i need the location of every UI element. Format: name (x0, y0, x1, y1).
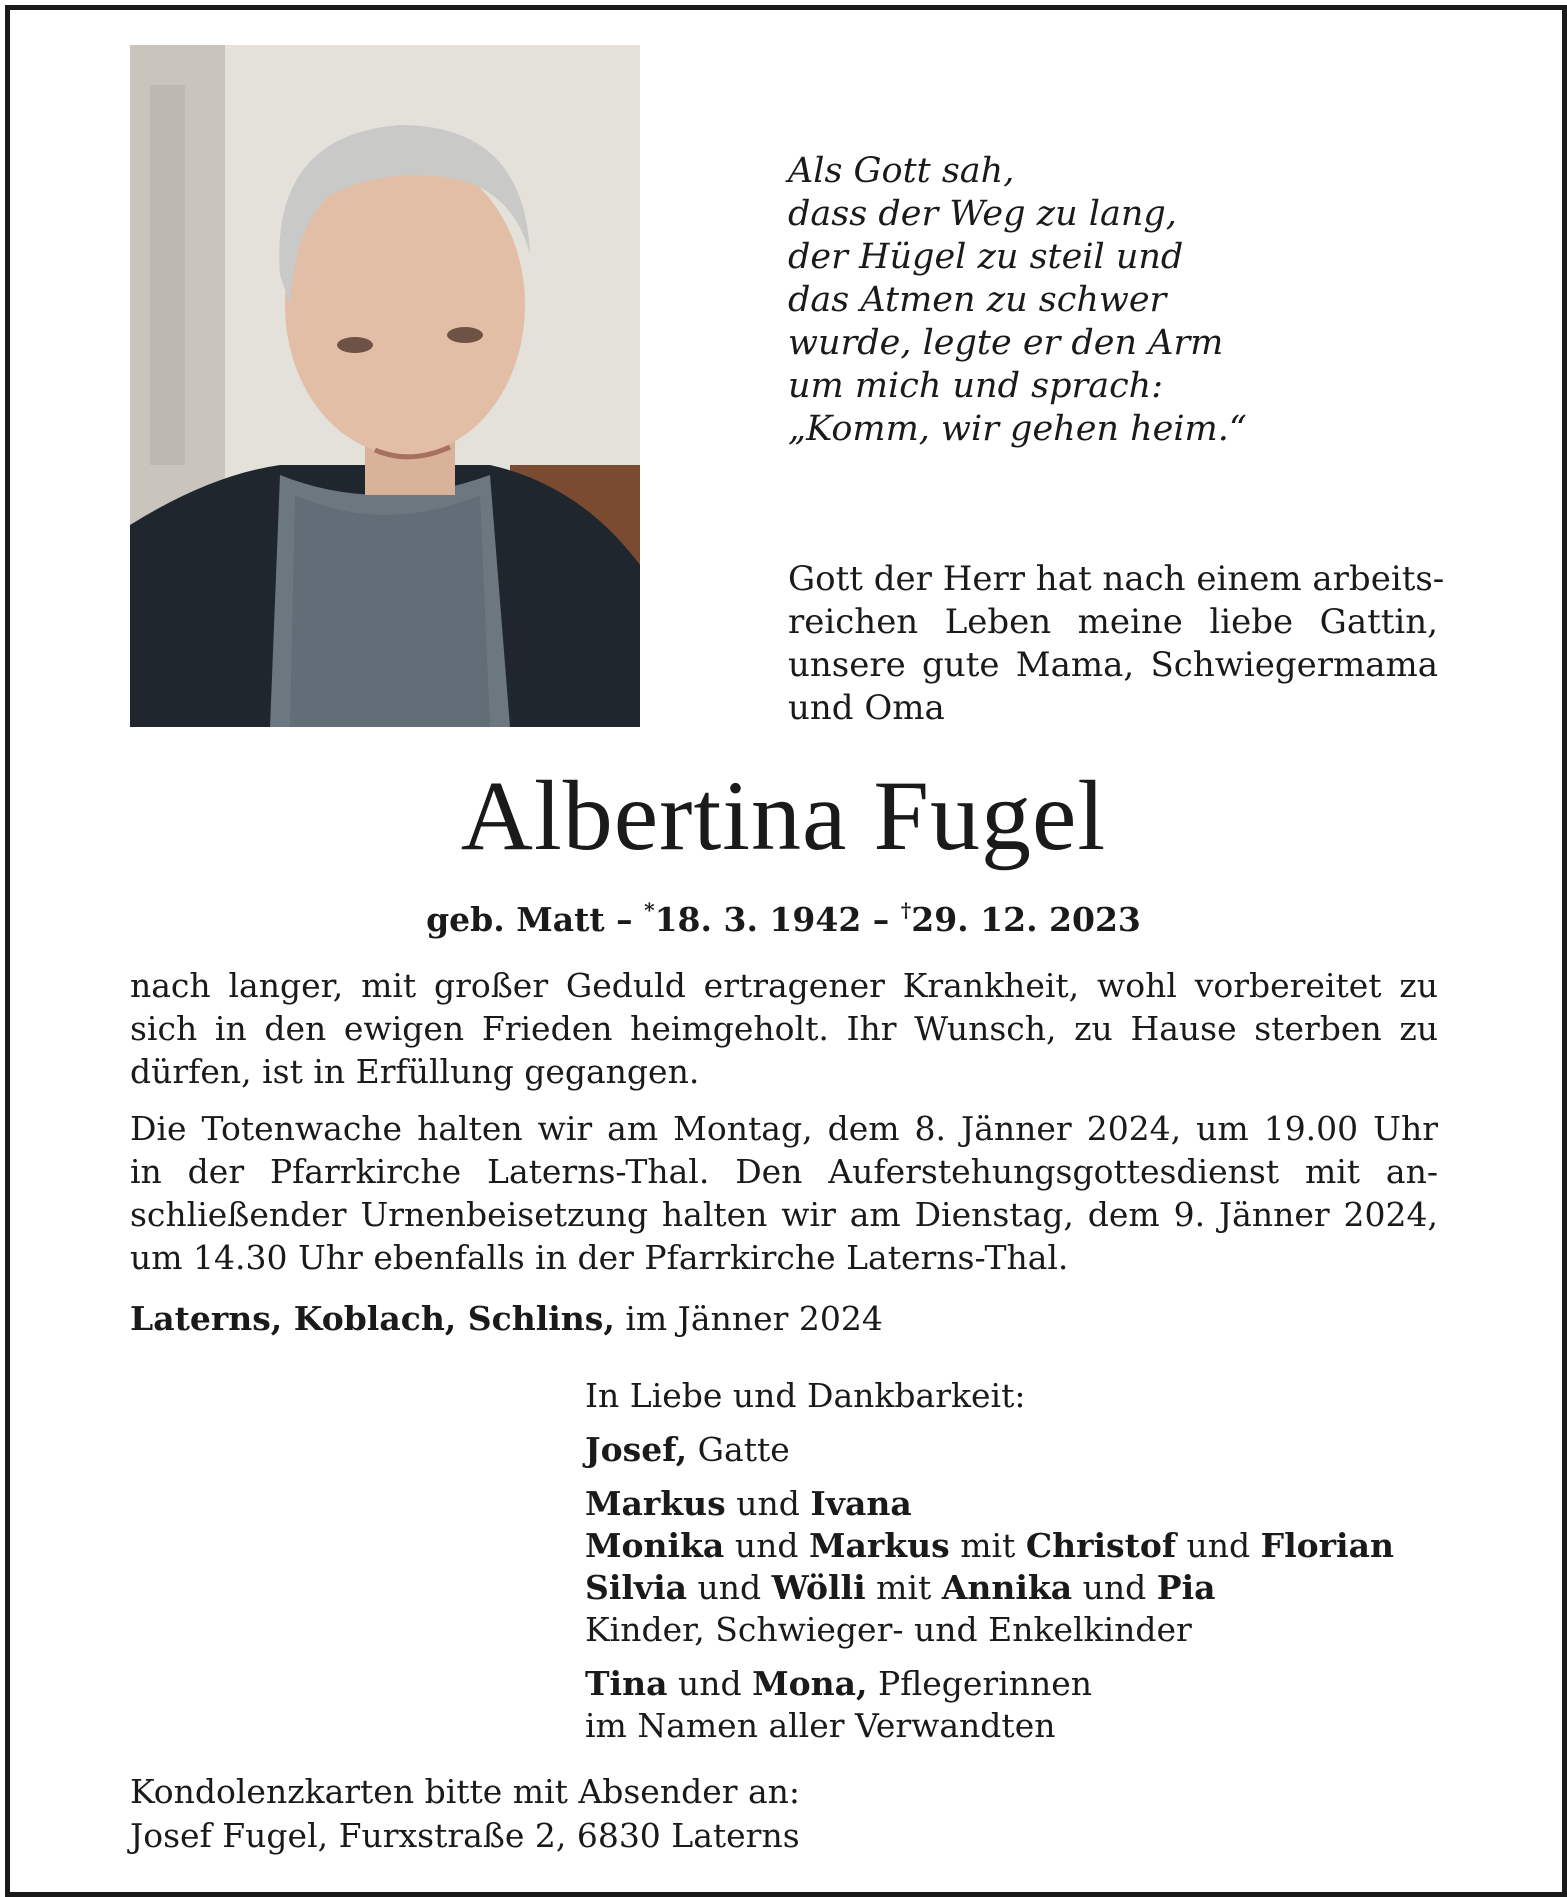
conjunction: mit (876, 1568, 932, 1607)
body-line: schließender Urnenbeisetzung halten wir am Dienstag, dem 9. Jänner 2024, (130, 1195, 1438, 1234)
place-towns: Laterns, Koblach, Schlins, (130, 1299, 615, 1338)
body-line: nach langer, mit großer Geduld ertragener Krankheit, wohl vorbereitet zu (130, 966, 1438, 1005)
family-name: Monika (585, 1526, 725, 1565)
carers-role: Pflegerinnen (878, 1664, 1093, 1703)
portrait-photo (130, 45, 640, 727)
poem-line: dass der Weg zu lang, (788, 194, 1177, 234)
children-line (585, 1525, 1445, 1567)
birth-date: 18. 3. 1942 (654, 900, 862, 939)
body-line: dürfen, ist in Erfüllung gegangen. (130, 1052, 700, 1091)
children-line (585, 1483, 1445, 1525)
body-line: um 14.30 Uhr ebenfalls in der Pfarrkirche Laterns-Thal. (130, 1238, 1069, 1277)
relations-line: Kinder, Schwieger- und Enkelkinder (585, 1610, 1192, 1649)
conjunction: und (734, 1526, 799, 1565)
intro-line: Gott der Herr hat nach einem arbeits- (788, 559, 1445, 599)
poem-line: Als Gott sah, (788, 151, 1015, 191)
spouse-role: Gatte (697, 1430, 790, 1469)
poem-line: wurde, legte er den Arm (788, 323, 1224, 363)
portrait-illustration (130, 45, 640, 727)
family-name: Ivana (810, 1484, 912, 1523)
place-date (130, 1297, 883, 1340)
poem-line: „Komm, wir gehen heim.“ (788, 409, 1247, 449)
conjunction: und (1082, 1568, 1147, 1607)
family-name: Tina (585, 1664, 668, 1703)
body-line: in der Pfarrkirche Laterns-Thal. Den Auferstehungsgottesdienst mit an- (130, 1152, 1438, 1191)
deceased-name: Albertina Fugel (460, 760, 1107, 871)
dash: – (616, 900, 633, 939)
spouse-name: Josef, (585, 1430, 688, 1469)
conjunction: mit (960, 1526, 1016, 1565)
family-name: Wölli (771, 1568, 866, 1607)
body-line: sich in den ewigen Frieden heimgeholt. Ihr Wunsch, zu Hause sterben zu (130, 1009, 1438, 1048)
body-line: Die Totenwache halten wir am Montag, dem 8. Jänner 2024, um 19.00 Uhr (130, 1109, 1438, 1148)
children-line (585, 1567, 1445, 1609)
death-symbol: † (900, 898, 912, 922)
family-name: Pia (1156, 1568, 1216, 1607)
place-month: im Jänner 2024 (625, 1299, 883, 1338)
family-heading: In Liebe und Dankbarkeit: (585, 1376, 1026, 1415)
conjunction: und (677, 1664, 742, 1703)
family-name: Annika (941, 1568, 1073, 1607)
birth-symbol: * (644, 898, 655, 922)
poem-line: das Atmen zu schwer (788, 280, 1167, 320)
intro-line: reichen Leben meine liebe Gattin, (788, 602, 1438, 642)
dash: – (872, 900, 890, 939)
carers-line (585, 1663, 1445, 1705)
condolence-line: Kondolenzkarten bitte mit Absender an: (130, 1772, 801, 1811)
family-name: Christof (1025, 1526, 1177, 1565)
intro-text (788, 558, 1445, 730)
condolence-line: Josef Fugel, Furxstraße 2, 6830 Laterns (130, 1816, 800, 1855)
family-name: Markus (585, 1484, 726, 1523)
family-name: Markus (808, 1526, 950, 1565)
family-name: Mona, (752, 1664, 868, 1703)
family-name: Florian (1260, 1526, 1394, 1565)
poem-quote (788, 150, 1348, 451)
family-signatures (585, 1375, 1445, 1747)
life-dates (0, 888, 1567, 942)
death-date: 29. 12. 2023 (911, 900, 1141, 939)
spouse-line (585, 1429, 1445, 1471)
conjunction: und (697, 1568, 762, 1607)
poem-line: der Hügel zu steil und (788, 237, 1184, 277)
intro-line: unsere gute Mama, Schwiegermama (788, 645, 1438, 685)
funeral-details (130, 1107, 1438, 1279)
conjunction: und (1186, 1526, 1251, 1565)
conjunction: und (736, 1484, 800, 1523)
family-name: Silvia (585, 1568, 687, 1607)
relatives-line: im Namen aller Verwandten (585, 1706, 1056, 1745)
poem-line: um mich und sprach: (788, 366, 1164, 406)
condolence-address (130, 1770, 800, 1858)
intro-line: und Oma (788, 688, 945, 728)
maiden-name: geb. Matt (426, 900, 605, 939)
announcement-body (130, 964, 1438, 1279)
